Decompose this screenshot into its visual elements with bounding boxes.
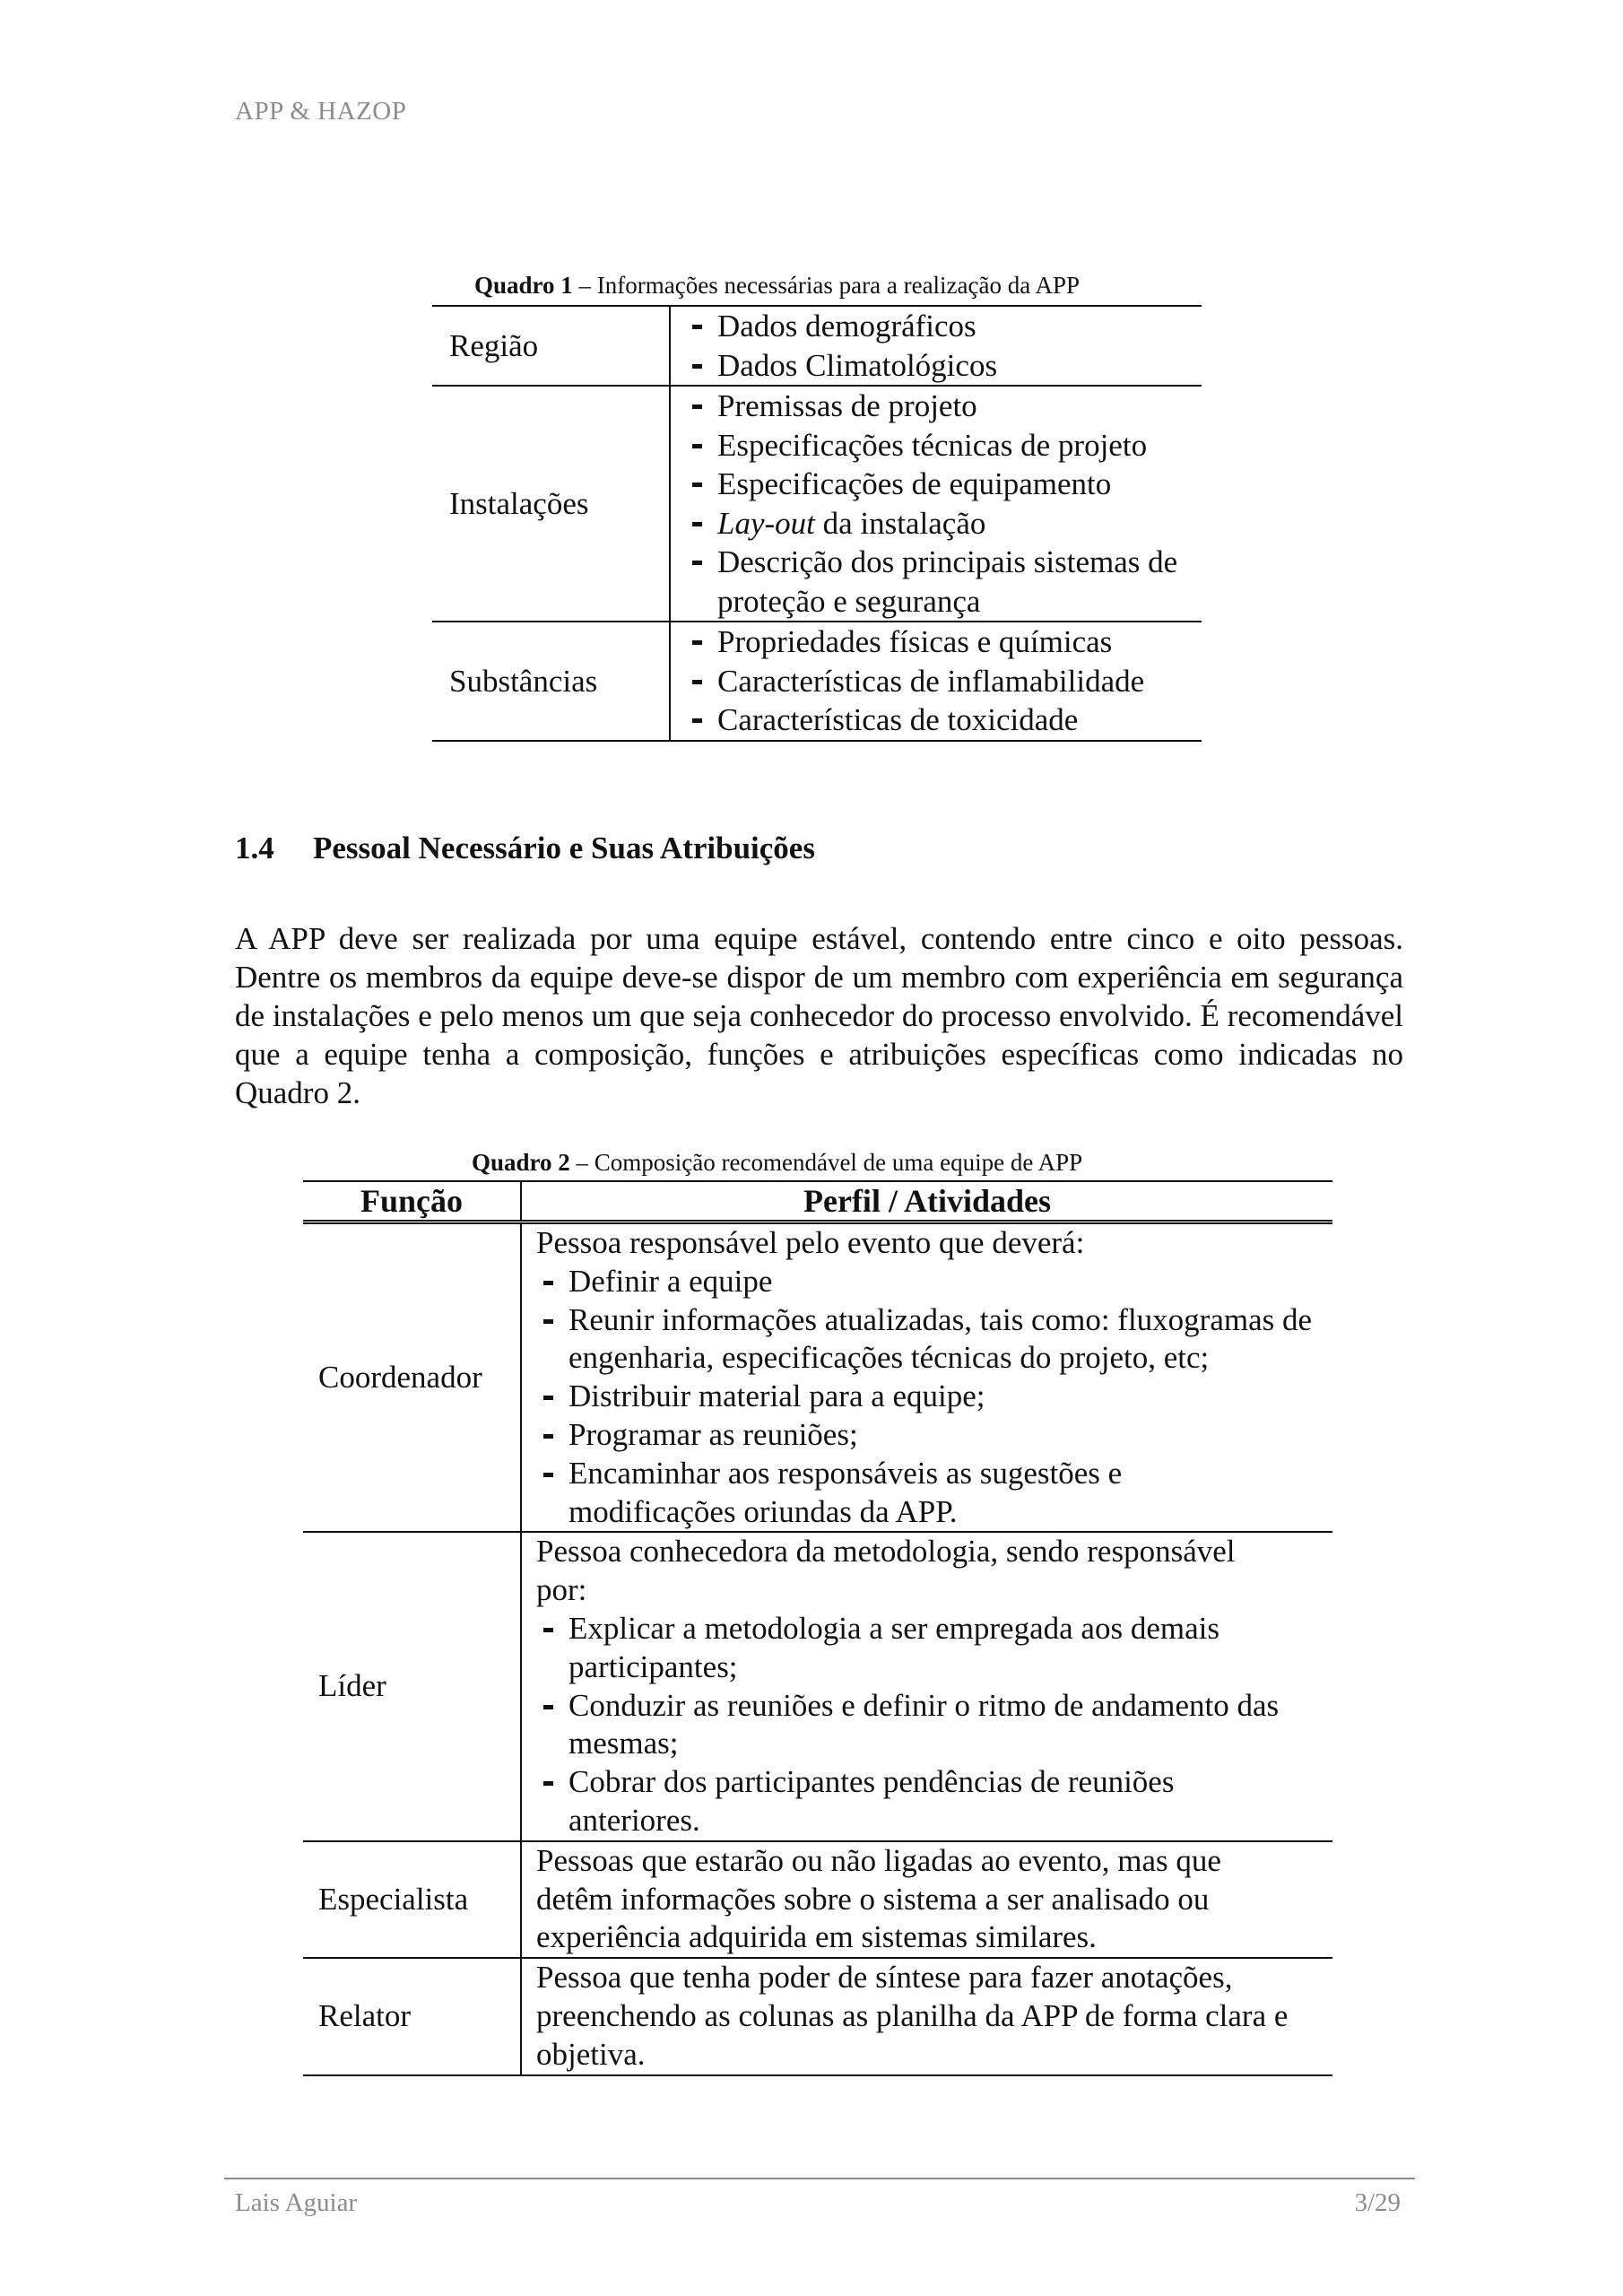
list-item: Características de toxicidade (685, 700, 1202, 740)
quadro1-caption-label: Quadro 1 (474, 272, 573, 299)
list-item: Conduzir as reuniões e definir o ritmo de andamento das mesmas; (536, 1687, 1325, 1764)
quadro1-row-substancias (432, 622, 1202, 741)
list-item: Definir a equipe (536, 1263, 1325, 1301)
column-header-perfil: Perfil / Atividades (521, 1181, 1332, 1222)
quadro2-caption-text: – Composição recomendável de uma equipe de APP (569, 1149, 1083, 1176)
quadro2-header-row (303, 1181, 1332, 1222)
list-item: Descrição dos principais sistemas de proteção e segurança (685, 543, 1202, 621)
role-description (521, 1222, 1332, 1533)
list-item: Dados Climatológicos (685, 346, 1202, 386)
footer-divider (224, 2178, 1415, 2179)
section-number: 1.4 (235, 831, 274, 865)
list-item: Propriedades físicas e químicas (685, 622, 1202, 662)
row-label: Instalações (449, 485, 589, 521)
quadro1-row-regiao (432, 306, 1202, 386)
role-label: Líder (318, 1668, 386, 1704)
quadro1-caption (474, 272, 1080, 300)
quadro2-row-especialista (303, 1841, 1332, 1958)
running-header: APP & HAZOP (235, 97, 407, 126)
quadro2-row-coordenador (303, 1222, 1332, 1533)
quadro2-caption (472, 1149, 1082, 1177)
list-item (685, 504, 1202, 544)
quadro2-table (303, 1180, 1332, 2076)
column-header-funcao: Função (303, 1181, 521, 1222)
layout-term: Lay-out (717, 505, 815, 541)
role-intro: Pessoa conhecedora da metodologia, sendo responsável por: (536, 1534, 1236, 1608)
row-items (670, 386, 1202, 622)
list-item: Reunir informações atualizadas, tais como: fluxogramas de engenharia, especificações técnicas do projeto, etc; (536, 1301, 1325, 1378)
list-item: Especificações técnicas de projeto (685, 426, 1202, 465)
role-intro: Pessoa responsável pelo evento que deverá: (536, 1225, 1085, 1260)
list-item: Encaminhar aos responsáveis as sugestões e modificações oriundas da APP. (536, 1455, 1160, 1532)
row-label: Substâncias (449, 663, 598, 699)
list-item: Explicar a metodologia a ser empregada aos demais participantes; (536, 1610, 1286, 1687)
quadro2-row-lider (303, 1532, 1332, 1840)
quadro1-caption-text: – Informações necessárias para a realização da APP (572, 272, 1081, 299)
quadro2-caption-label: Quadro 2 (472, 1149, 570, 1176)
list-item: Cobrar dos participantes pendências de reuniões anteriores. (536, 1763, 1250, 1840)
list-item: Especificações de equipamento (685, 465, 1202, 504)
role-description: Pessoas que estarão ou não ligadas ao evento, mas que detêm informações sobre o sistema a ser analisado ou experiência adquirida em sistemas similares. (521, 1841, 1332, 1958)
row-label: Região (449, 327, 539, 363)
role-label: Relator (318, 1997, 412, 2033)
footer-page-number: 3/29 (1354, 2188, 1401, 2217)
row-items (670, 622, 1202, 741)
quadro1-row-instalacoes (432, 386, 1202, 622)
list-item: Distribuir material para a equipe; (536, 1378, 1325, 1416)
role-description: Pessoa que tenha poder de síntese para fazer anotações, preenchendo as colunas as planilha da APP de forma clara e objetiva. (521, 1958, 1332, 2074)
list-item: Dados demográficos (685, 307, 1202, 346)
section-title-text: Pessoal Necessário e Suas Atribuições (313, 831, 815, 865)
layout-suffix: da instalação (814, 505, 986, 541)
quadro1-table (432, 305, 1202, 742)
role-label: Coordenador (318, 1359, 482, 1395)
list-item: Características de inflamabilidade (685, 662, 1202, 701)
section-heading (235, 831, 815, 866)
quadro2-row-relator (303, 1958, 1332, 2074)
list-item: Premissas de projeto (685, 387, 1202, 426)
footer-author: Lais Aguiar (235, 2188, 358, 2217)
role-description (521, 1532, 1332, 1840)
role-label: Especialista (318, 1881, 469, 1917)
list-item: Programar as reuniões; (536, 1416, 1325, 1455)
body-paragraph: A APP deve ser realizada por uma equipe estável, contendo entre cinco e oito pessoas. Dentre os membros da equipe deve-se dispor de um membro com experiência em segurança de instalações e pelo menos um que seja conhecedor do processo envolvido. É recomendável que a equipe tenha a composição, funções e atribuições específicas como indicadas no Quadro 2. (235, 921, 1403, 1110)
row-items (670, 306, 1202, 386)
